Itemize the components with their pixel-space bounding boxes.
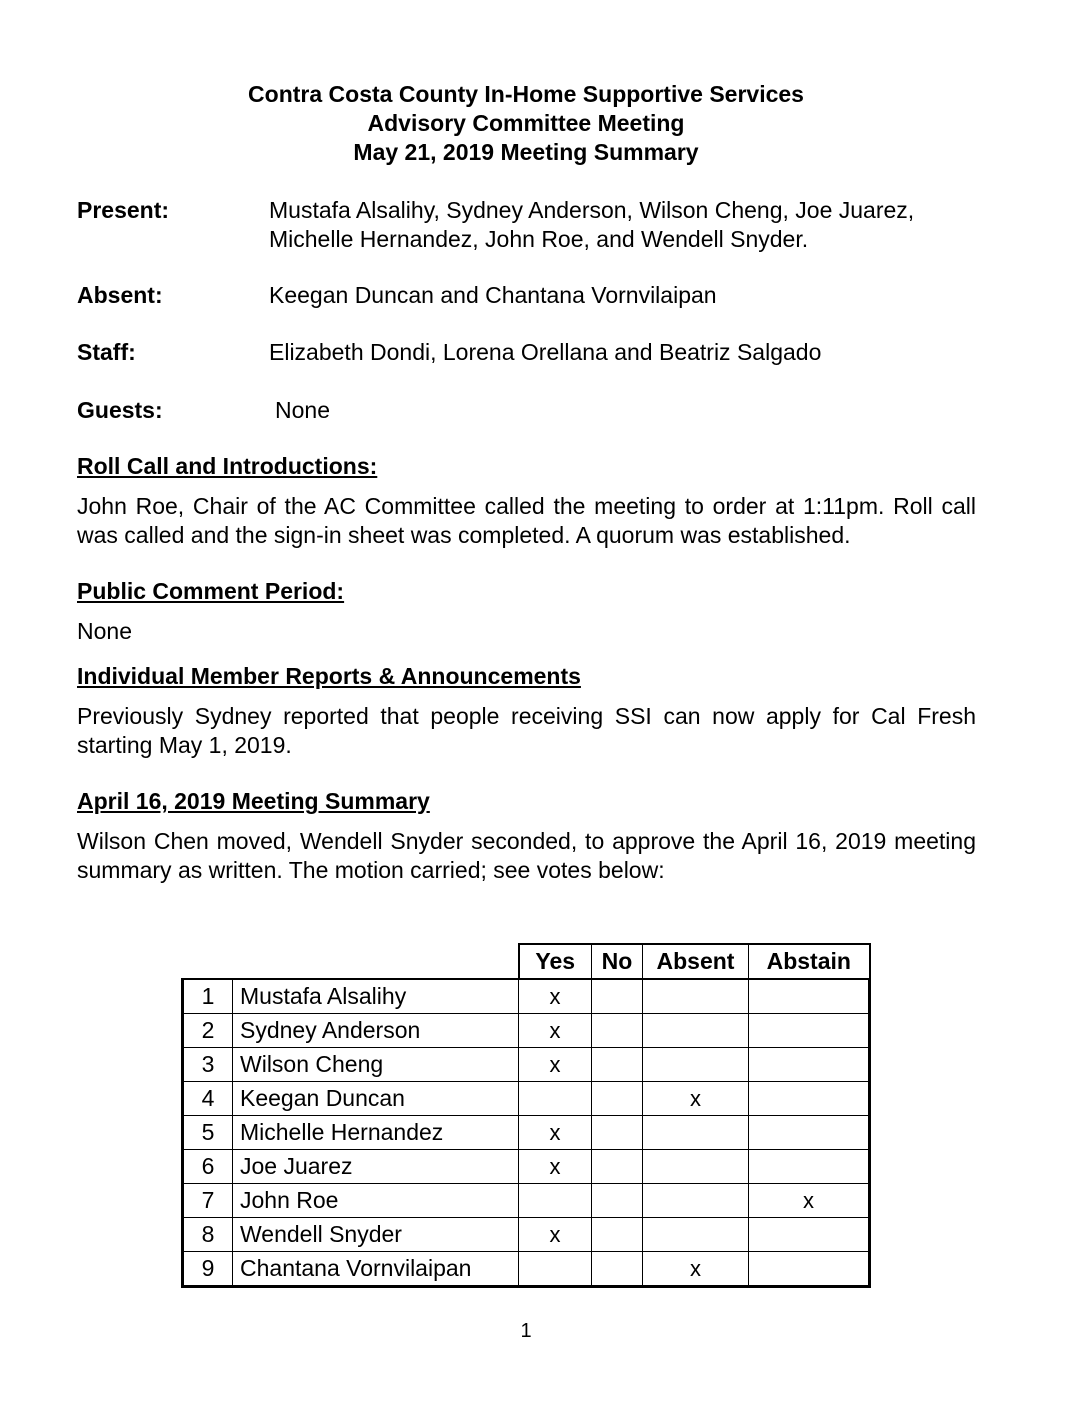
row-number-cell: 9: [183, 1252, 233, 1287]
vote-no-cell: [592, 1218, 643, 1252]
vote-yes-cell: x: [519, 1116, 592, 1150]
votes-header-absent: Absent: [643, 944, 749, 979]
vote-abstain-cell: [749, 1116, 870, 1150]
table-row: [183, 1116, 870, 1150]
table-row: [183, 1014, 870, 1048]
votes-header-yes: Yes: [519, 944, 592, 979]
document-title-line-1: Contra Costa County In-Home Supportive Services: [248, 81, 804, 107]
public-comment-heading: Public Comment Period:: [77, 578, 345, 604]
member-name-cell: Wilson Cheng: [233, 1048, 519, 1082]
vote-absent-cell: x: [643, 1082, 749, 1116]
member-name-cell: Chantana Vornvilaipan: [233, 1252, 519, 1287]
vote-abstain-cell: [749, 1048, 870, 1082]
votes-header-abstain: Abstain: [749, 944, 870, 979]
vote-yes-cell: [519, 1082, 592, 1116]
row-number-cell: 3: [183, 1048, 233, 1082]
votes-table: [181, 943, 871, 1288]
vote-yes-cell: [519, 1252, 592, 1287]
table-row: [183, 979, 870, 1014]
vote-abstain-cell: x: [749, 1184, 870, 1218]
vote-abstain-cell: [749, 1218, 870, 1252]
table-row: [183, 1218, 870, 1252]
vote-no-cell: [592, 979, 643, 1014]
page-number: 1: [520, 1320, 532, 1342]
vote-absent-cell: [643, 1116, 749, 1150]
staff-label: Staff:: [77, 339, 136, 365]
vote-yes-cell: x: [519, 1218, 592, 1252]
vote-abstain-cell: [749, 1252, 870, 1287]
roll-call-heading: Roll Call and Introductions:: [77, 453, 378, 479]
row-number-cell: 7: [183, 1184, 233, 1218]
meeting-summary-heading: April 16, 2019 Meeting Summary: [77, 788, 430, 814]
table-row: [183, 1082, 870, 1116]
vote-absent-cell: [643, 1048, 749, 1082]
member-name-cell: Joe Juarez: [233, 1150, 519, 1184]
row-number-cell: 4: [183, 1082, 233, 1116]
row-number-cell: 1: [183, 979, 233, 1014]
vote-abstain-cell: [749, 1082, 870, 1116]
member-reports-heading: Individual Member Reports & Announcements: [77, 663, 581, 689]
member-reports-text: Previously Sydney reported that people receiving SSI can now apply for Cal Fresh starting May 1, 2019.: [77, 703, 976, 758]
vote-yes-cell: x: [519, 1048, 592, 1082]
vote-no-cell: [592, 1116, 643, 1150]
row-number-cell: 2: [183, 1014, 233, 1048]
row-number-cell: 5: [183, 1116, 233, 1150]
votes-header-blank: [183, 944, 519, 979]
table-row: [183, 1184, 870, 1218]
vote-absent-cell: [643, 1150, 749, 1184]
member-name-cell: Michelle Hernandez: [233, 1116, 519, 1150]
guests-value: None: [275, 397, 330, 423]
vote-absent-cell: [643, 1014, 749, 1048]
member-name-cell: Wendell Snyder: [233, 1218, 519, 1252]
votes-header-no: No: [592, 944, 643, 979]
vote-absent-cell: x: [643, 1252, 749, 1287]
document-title-line-2: Advisory Committee Meeting: [367, 110, 685, 136]
vote-no-cell: [592, 1252, 643, 1287]
vote-no-cell: [592, 1150, 643, 1184]
absent-label: Absent:: [77, 282, 163, 308]
vote-no-cell: [592, 1014, 643, 1048]
table-row: [183, 1252, 870, 1287]
member-name-cell: Sydney Anderson: [233, 1014, 519, 1048]
vote-abstain-cell: [749, 1014, 870, 1048]
vote-yes-cell: x: [519, 1150, 592, 1184]
row-number-cell: 6: [183, 1150, 233, 1184]
table-row: [183, 1048, 870, 1082]
vote-absent-cell: [643, 979, 749, 1014]
absent-value: Keegan Duncan and Chantana Vornvilaipan: [269, 282, 717, 308]
votes-table-header-row: [183, 944, 870, 979]
member-name-cell: Keegan Duncan: [233, 1082, 519, 1116]
vote-yes-cell: x: [519, 979, 592, 1014]
meeting-summary-text: Wilson Chen moved, Wendell Snyder seconded, to approve the April 16, 2019 meeting summary as written. The motion carried; see votes below:: [77, 828, 976, 883]
vote-absent-cell: [643, 1218, 749, 1252]
present-value-line-2: Michelle Hernandez, John Roe, and Wendell Snyder.: [269, 226, 809, 252]
present-value-line-1: Mustafa Alsalihy, Sydney Anderson, Wilson Cheng, Joe Juarez,: [269, 197, 915, 223]
vote-absent-cell: [643, 1184, 749, 1218]
table-row: [183, 1150, 870, 1184]
member-name-cell: Mustafa Alsalihy: [233, 979, 519, 1014]
member-name-cell: John Roe: [233, 1184, 519, 1218]
vote-yes-cell: [519, 1184, 592, 1218]
vote-yes-cell: x: [519, 1014, 592, 1048]
vote-abstain-cell: [749, 979, 870, 1014]
guests-label: Guests:: [77, 397, 163, 423]
roll-call-text: John Roe, Chair of the AC Committee called the meeting to order at 1:11pm. Roll call was called and the sign-in sheet was completed. A quorum was established.: [77, 493, 976, 548]
document-title-line-3: May 21, 2019 Meeting Summary: [353, 139, 699, 165]
vote-no-cell: [592, 1184, 643, 1218]
public-comment-text: None: [77, 618, 132, 644]
present-label: Present:: [77, 197, 170, 223]
vote-abstain-cell: [749, 1150, 870, 1184]
staff-value: Elizabeth Dondi, Lorena Orellana and Beatriz Salgado: [269, 339, 822, 365]
row-number-cell: 8: [183, 1218, 233, 1252]
vote-no-cell: [592, 1048, 643, 1082]
vote-no-cell: [592, 1082, 643, 1116]
